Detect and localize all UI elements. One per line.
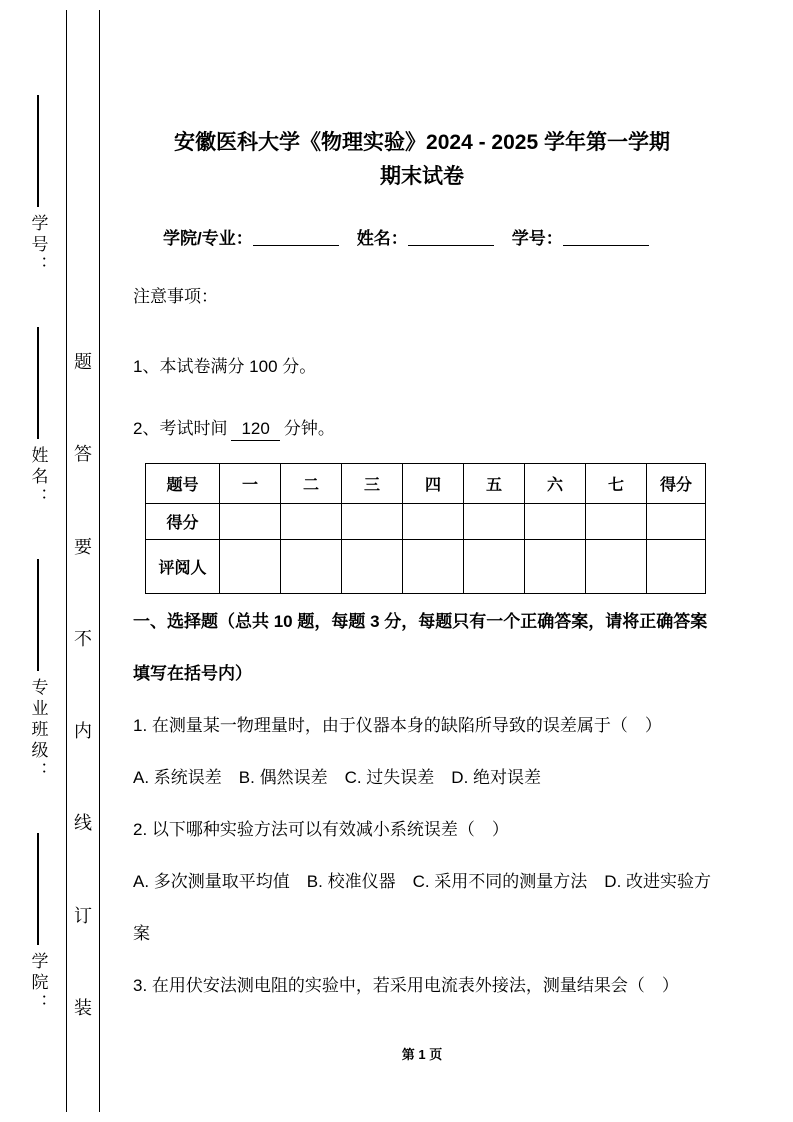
- student-form-line: [163, 228, 711, 250]
- reviewer-row-label: 评阅人: [146, 540, 220, 594]
- question-3-text: 3. 在用伏安法测电阻的实验中，若采用电流表外接法，测量结果会（ ）: [133, 976, 679, 995]
- binding-rule-inner: [99, 10, 100, 1112]
- question-2-text: 2. 以下哪种实验方法可以有效减小系统误差（ ）: [133, 820, 509, 839]
- score-table-header-cell: 一: [220, 464, 281, 504]
- binding-char: 要: [74, 536, 92, 557]
- binding-char: 内: [74, 721, 92, 742]
- margin-field-college: [26, 833, 51, 1015]
- score-cell: [403, 504, 464, 540]
- reviewer-cell: [525, 540, 586, 594]
- score-cell: [220, 504, 281, 540]
- form-name-blank: [408, 228, 494, 246]
- score-table-header-cell: 四: [403, 464, 464, 504]
- margin-student-id-blank: [37, 95, 39, 207]
- score-cell: [586, 504, 647, 540]
- score-cell: [464, 504, 525, 540]
- binding-char: 不: [74, 628, 92, 649]
- score-table-header-cell: 得分: [647, 464, 706, 504]
- binding-char: 题: [74, 352, 92, 372]
- margin-field-class: [26, 559, 51, 783]
- score-table-header-cell: 题号: [146, 464, 220, 504]
- score-table-header-cell: 五: [464, 464, 525, 504]
- margin-college-label: 学院：: [28, 952, 48, 1015]
- margin-class-blank: [37, 559, 39, 671]
- margin-college-blank: [37, 833, 39, 945]
- form-id-label: 学号：: [511, 229, 563, 248]
- reviewer-cell: [464, 540, 525, 594]
- exam-title-line-1: 安徽医科大学《物理实验》2024 - 2025 学年第一学期: [174, 131, 670, 154]
- binding-char: 订: [74, 905, 92, 926]
- margin-name-label: 姓名：: [28, 446, 48, 509]
- score-row-label: 得分: [146, 504, 220, 540]
- reviewer-cell: [281, 540, 342, 594]
- exam-duration-value: 120: [231, 418, 279, 441]
- binding-char: 线: [74, 813, 92, 834]
- question-2-options: A. 多次测量取平均值 B. 校准仪器 C. 采用不同的测量方法 D. 改进实验方案: [133, 872, 712, 943]
- page-number: 第 1 页: [401, 1047, 443, 1062]
- question-1-options: A. 系统误差 B. 偶然误差 C. 过失误差 D. 绝对误差: [133, 768, 542, 787]
- exam-title-line-2: 期末试卷: [380, 165, 464, 188]
- margin-student-info: [22, 95, 54, 1015]
- binding-char: 答: [74, 444, 92, 465]
- score-table-header-cell: 六: [525, 464, 586, 504]
- notice-item-2-suffix: 分钟。: [283, 419, 335, 438]
- form-name-label: 姓名：: [356, 229, 408, 248]
- reviewer-cell: [586, 540, 647, 594]
- score-table-header-cell: 二: [281, 464, 342, 504]
- notice-item-2-prefix: 2、考试时间: [133, 419, 228, 438]
- score-table-header-row: [146, 464, 706, 504]
- notice-heading: 注意事项：: [133, 287, 218, 306]
- binding-char: 装: [74, 997, 92, 1018]
- exam-content: [133, 126, 711, 1012]
- form-college-label: 学院/专业：: [163, 229, 253, 248]
- form-id-blank: [563, 228, 649, 246]
- binding-rule-outer: [66, 10, 67, 1112]
- margin-field-name: [26, 327, 51, 509]
- margin-name-blank: [37, 327, 39, 439]
- score-table-header-cell: 七: [586, 464, 647, 504]
- reviewer-cell: [220, 540, 281, 594]
- score-cell: [647, 504, 706, 540]
- notice-item-2: [133, 418, 711, 441]
- score-cell: [281, 504, 342, 540]
- score-table: [145, 463, 706, 594]
- binding-text-column: [70, 348, 96, 1020]
- score-cell: [525, 504, 586, 540]
- margin-student-id-label: 学号：: [28, 214, 48, 277]
- question-1-text: 1. 在测量某一物理量时，由于仪器本身的缺陷所导致的误差属于（ ）: [133, 716, 662, 735]
- margin-field-student-id: [26, 95, 51, 277]
- section-1-heading: 一、选择题（总共 10 题，每题 3 分，每题只有一个正确答案，请将正确答案填写在括号内）: [133, 612, 708, 683]
- reviewer-cell: [342, 540, 403, 594]
- score-table-reviewer-row: [146, 540, 706, 594]
- form-college-blank: [253, 228, 339, 246]
- score-table-score-row: [146, 504, 706, 540]
- notice-item-1: 1、本试卷满分 100 分。: [133, 357, 317, 376]
- score-cell: [342, 504, 403, 540]
- margin-class-label: 专业班级：: [28, 678, 48, 783]
- reviewer-cell: [647, 540, 706, 594]
- exam-title: [133, 126, 711, 194]
- reviewer-cell: [403, 540, 464, 594]
- score-table-header-cell: 三: [342, 464, 403, 504]
